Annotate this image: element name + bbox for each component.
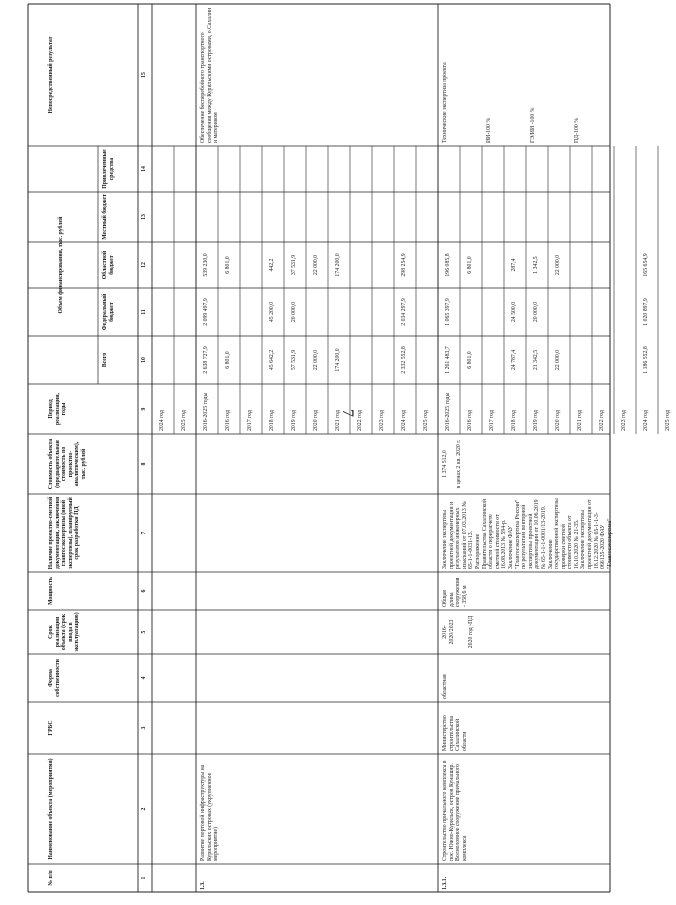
federal-cell: 2 099 497,9 — [203, 298, 209, 326]
regional-cell: 539 230,0 — [203, 253, 209, 277]
period-cell: 2025 год — [423, 410, 429, 431]
object-name: Строительство причального комплекса в пос. Южно-Курильск, остров Кунашир. Волноломное сооружение причального комплекса — [442, 760, 468, 861]
federal-cell — [665, 291, 675, 333]
cost-note-cell: в ценах 2 кв. 2020 г. — [456, 439, 462, 489]
period-cell: 2022 год — [357, 410, 363, 431]
result-item: Технические экспертиза проекта — [442, 62, 448, 143]
regional-cell: 442,2 — [269, 258, 275, 272]
federal-cell: 20 000,0 — [291, 301, 297, 323]
period-cell: 2016-2025 годы — [445, 392, 451, 431]
period-cell: 2016 год — [467, 410, 473, 431]
header-cell: ГРБС — [48, 720, 54, 736]
period-cell: 2020 год — [313, 410, 319, 431]
period-cell: 2023 год — [379, 410, 385, 431]
period-cell: 2024 год — [643, 410, 649, 431]
regional-cell: 196 085,8 — [445, 253, 451, 277]
regional-cell — [621, 245, 631, 285]
column-number: 15 — [141, 72, 147, 78]
regional-cell: 6 801,0 — [467, 256, 473, 274]
header-cell: Наименование объекта (мероприятия) — [48, 758, 54, 860]
period-cell: 2018 год — [511, 410, 517, 431]
total-cell: 21 342,5 — [533, 349, 539, 371]
total-cell: 2 638 727,9 — [203, 346, 209, 374]
result-item: ИИ-100 % — [486, 117, 492, 143]
period-cell: 2021 год — [577, 410, 583, 431]
header-funding: Объем финансирования, тыс. рублей — [58, 216, 64, 314]
total-cell: 57 531,9 — [291, 349, 297, 371]
regional-cell: 1 342,5 — [533, 256, 539, 274]
regional-cell — [247, 245, 257, 285]
federal-cell — [467, 291, 477, 333]
grbs-cell: Министерство строительства Сахалинской области — [442, 715, 468, 751]
federal-cell — [313, 291, 323, 333]
header-subcell: Областной бюджет — [102, 250, 115, 280]
result-item: ПД-100 % — [574, 117, 580, 143]
header-cell: № п/п — [48, 870, 54, 886]
period-cell: 2022 год — [599, 410, 605, 431]
total-cell — [665, 339, 675, 381]
regional-cell: 22 000,0 — [555, 254, 561, 276]
header-cell: Мощность — [48, 577, 54, 605]
column-number: 12 — [141, 262, 147, 268]
total-cell: 22 000,0 — [313, 349, 319, 371]
result-text: Обеспечение бесперебойного транспортного сообщения между Курильскими островами, о.Сахалин и материком — [200, 7, 220, 143]
rotated-table-sheet — [28, 4, 671, 892]
total-cell — [423, 339, 433, 381]
total-cell — [599, 339, 609, 381]
period-cell: 2025 год — [665, 410, 671, 431]
federal-cell: 20 000,0 — [533, 301, 539, 323]
power-cell: Общая длина сооружения - 358,6 м — [442, 577, 468, 607]
regional-cell — [379, 245, 389, 285]
federal-cell — [577, 291, 587, 333]
federal-cell — [379, 291, 389, 333]
row-number: 1.3. — [200, 881, 206, 890]
regional-cell — [665, 245, 675, 285]
period-cell: 2020 год — [555, 410, 561, 431]
federal-cell — [489, 291, 499, 333]
federal-cell: 1 020 897,9 — [643, 298, 649, 326]
header-subcell: Всего — [102, 352, 108, 368]
column-number: 8 — [141, 462, 147, 466]
period-cell: 2025 год — [181, 410, 187, 431]
total-cell — [357, 339, 367, 381]
total-cell: 6 801,0 — [467, 351, 473, 369]
federal-cell: 45 200,0 — [269, 301, 275, 323]
federal-cell — [225, 291, 235, 333]
table-landscape — [28, 4, 671, 892]
total-cell: 2 332 552,8 — [401, 346, 407, 374]
column-number: 7 — [141, 531, 147, 535]
regional-cell — [599, 245, 609, 285]
period-cell: 2017 год — [247, 410, 253, 431]
header-subcell: Федеральный бюджет — [102, 293, 115, 331]
period-cell: 2021 год — [335, 410, 341, 431]
column-number: 1 — [141, 876, 147, 880]
column-number: 3 — [141, 726, 147, 730]
period-cell: 2017 год — [489, 410, 495, 431]
regional-cell — [577, 245, 587, 285]
period-cell: 2019 год — [291, 410, 297, 431]
federal-cell — [423, 291, 433, 333]
federal-cell — [357, 291, 367, 333]
total-cell — [379, 339, 389, 381]
regional-cell: 6 801,0 — [225, 256, 231, 274]
column-number: 11 — [141, 309, 147, 315]
column-number: 14 — [141, 166, 147, 172]
header-subcell: Привлеченные средства — [102, 149, 115, 189]
period-cell: 2018 год — [269, 410, 275, 431]
cost-cell: 1 374 512,0 — [442, 450, 448, 478]
column-number: 4 — [141, 676, 147, 680]
term-cell: 2016-2020/2023 — [442, 619, 455, 645]
regional-cell: 22 000,0 — [313, 254, 319, 276]
header-cell: Наличие проектно-сметной документации, заключения главгосэкспертизы (иной экспертизы), планируемый срок разработки ПД — [48, 496, 81, 570]
regional-cell — [423, 245, 433, 285]
period-cell: 2024 год — [159, 410, 165, 431]
period-cell: 2023 год — [621, 410, 627, 431]
header-cell: Период реализации, годы — [48, 392, 68, 426]
total-cell: 45 642,2 — [269, 349, 275, 371]
column-number: 9 — [141, 407, 147, 411]
column-number: 13 — [141, 214, 147, 220]
total-cell — [489, 339, 499, 381]
total-cell: 1 186 552,8 — [643, 346, 649, 374]
header-subcell: Местный бюджет — [102, 194, 108, 240]
period-cell: 2016-2025 годы — [203, 392, 209, 431]
federal-cell — [621, 291, 631, 333]
column-number: 2 — [141, 807, 147, 811]
row-number: 1.3.1. — [442, 876, 448, 890]
column-number: 5 — [141, 630, 147, 634]
result-item: ГЭ/ИИ -100 % — [530, 107, 536, 143]
period-cell: 2024 год — [401, 410, 407, 431]
column-number: 10 — [141, 357, 147, 363]
total-cell: 24 787,4 — [511, 349, 517, 371]
total-cell — [577, 339, 587, 381]
ownership-cell: областная — [442, 674, 448, 699]
column-number: 6 — [141, 589, 147, 593]
header-cell: Стоимость объекта (предварительная стоимость по проектно-аналитическим), тыс. рублей — [48, 438, 87, 490]
regional-cell: 298 254,9 — [401, 253, 407, 277]
federal-cell: 2 034 297,9 — [401, 298, 407, 326]
regional-cell: 165 654,9 — [643, 253, 649, 277]
regional-cell — [489, 245, 499, 285]
total-cell: 22 000,0 — [555, 349, 561, 371]
psd-cell: Заключение экспертизы проектной документации и результатов инженерных изысканий от 07.03.2013 № 65-1-1-0031-13. Распоряжение Правительства Сахалинской области о перерасчете сметной стоимости от 16.08.2013 № 594-р. Заключение ФАУ "Главгосэкспертиза России" по результатам повторной экспертизы проектной документации от 10.06.2019 № 65-1-1-1-0001/13-2019. Заключение государственной экспертизы проверки сметной стоимости объекта от 16.10.2020 № 21-35. Заключение экспертизы проектной документации от 18.12.2020 № 65-1-1-3-066135-2020 ФАУ "Главгосэкспертиза" — [442, 498, 613, 569]
regional-cell: 174 200,0 — [335, 253, 341, 277]
regional-cell: 37 531,9 — [291, 254, 297, 276]
total-cell: 6 801,0 — [225, 351, 231, 369]
federal-cell — [555, 291, 565, 333]
federal-cell — [599, 291, 609, 333]
total-cell — [247, 339, 257, 381]
total-cell — [621, 339, 631, 381]
federal-cell: 24 500,0 — [511, 301, 517, 323]
regional-cell: 287,4 — [511, 258, 517, 272]
total-cell: 1 261 483,7 — [445, 346, 451, 374]
header-result: Непосредственный результат — [48, 36, 54, 114]
header-cell: Срок реализации объекта (срок ввода в эксплуатацию) — [48, 612, 81, 652]
federal-cell — [247, 291, 257, 333]
page-number: 7 — [339, 409, 356, 417]
regional-cell — [357, 245, 367, 285]
period-cell: 2019 год — [533, 410, 539, 431]
object-name: Развитие портовой инфраструктуры на Курильских островах (укрупненное мероприятие) — [200, 764, 220, 861]
term-pd-cell: 2020 год -ПД — [468, 615, 474, 649]
total-cell: 174 200,0 — [335, 348, 341, 372]
federal-cell: 1 065 397,9 — [445, 298, 451, 326]
period-cell: 2016 год — [225, 410, 231, 431]
header-cell: Форма собственности — [48, 659, 61, 697]
federal-cell — [335, 291, 345, 333]
